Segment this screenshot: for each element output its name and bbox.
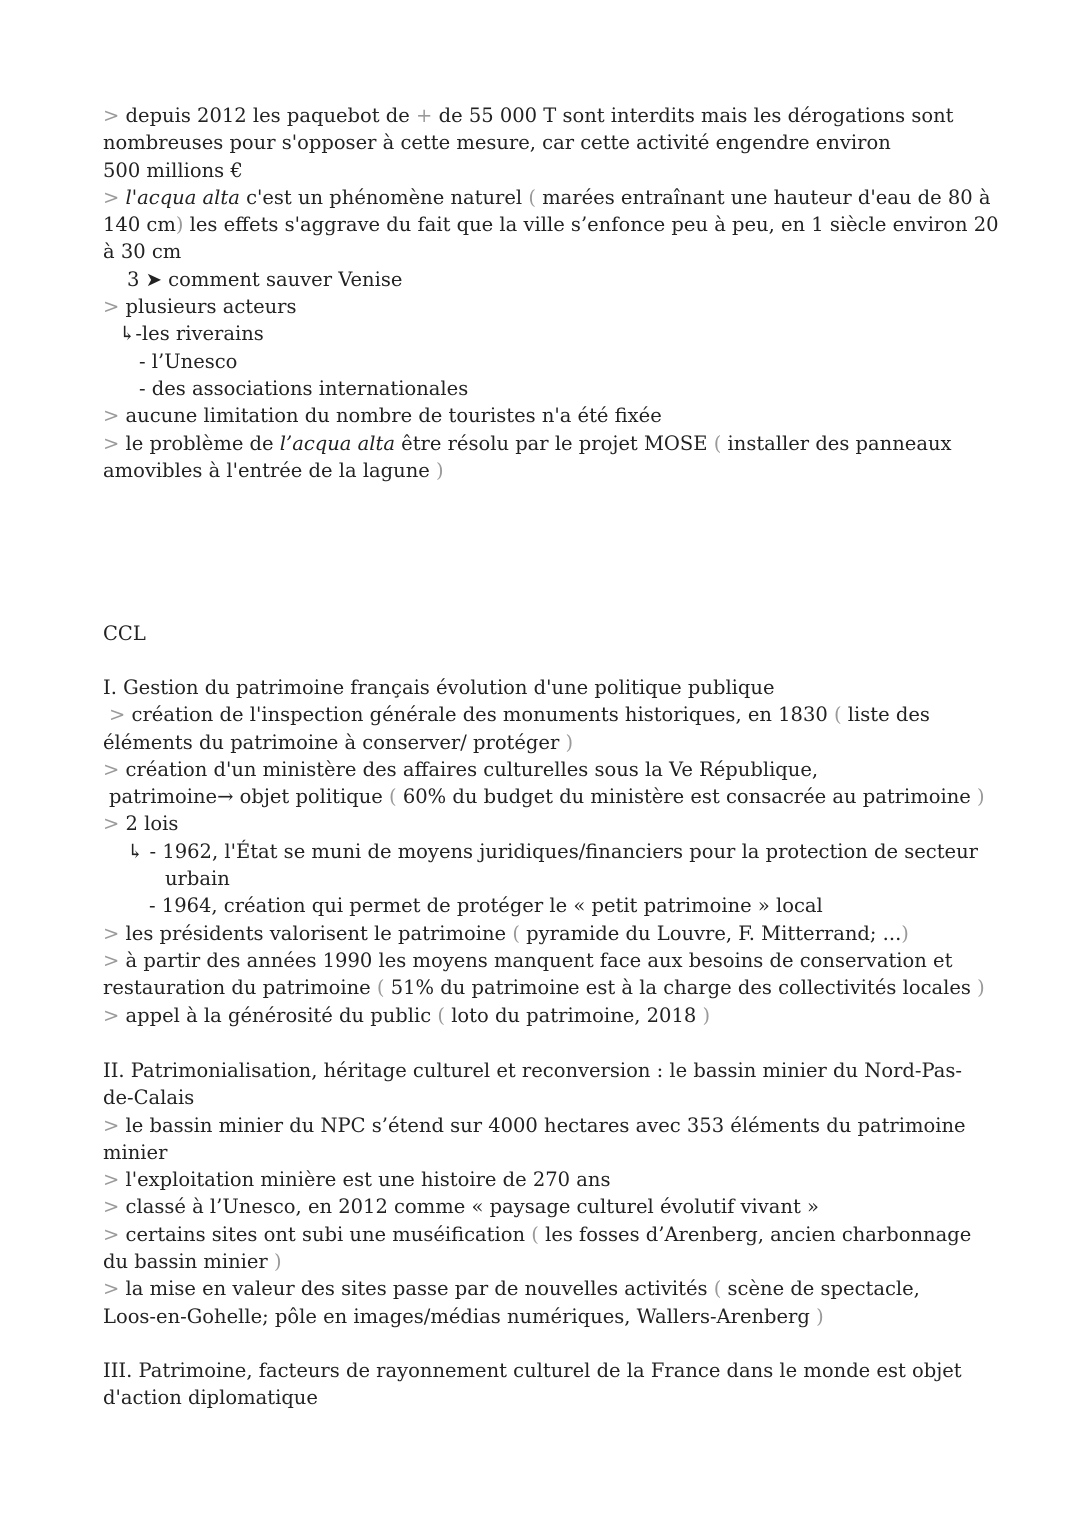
text-line: > création de l'inspection générale des monuments historiques, en 1830 ( liste des [109,703,930,727]
text-line: minier [103,1140,168,1164]
text-line: 140 cm) les effets s'aggrave du fait que la ville s’enfonce peu à peu, en 1 siècle environ 20 [103,213,999,237]
list-item: - l’Unesco [139,349,238,373]
text-line: > le bassin minier du NPC s’étend sur 4000 hectares avec 353 éléments du patrimoine [103,1113,966,1137]
text-line: 500 millions € [103,158,243,182]
text-line: > la mise en valeur des sites passe par de nouvelles activités ( scène de spectacle, [103,1277,920,1301]
ccl-part-1 [103,674,983,1029]
text-line: Loos-en-Gohelle; pôle en images/médias numériques, Wallers-Arenberg ) [103,1304,824,1328]
ccl-part-3 [103,1357,983,1412]
list-item: ↳-les riverains [119,322,264,346]
text-line: > classé à l’Unesco, en 2012 comme « paysage culturel évolutif vivant » [103,1195,819,1219]
part-title: I. Gestion du patrimoine français évolution d'une politique publique [103,676,775,699]
part-title: d'action diplomatique [103,1386,318,1410]
part-title: de-Calais [103,1086,195,1110]
text-line: restauration du patrimoine ( 51% du patrimoine est à la charge des collectivités locales ) [103,976,985,1000]
venise-section [103,102,999,484]
bullet-marker: > [103,104,120,127]
ccl-heading: CCL [103,622,146,645]
text-line: à 30 cm [103,240,182,264]
text-line: > 2 lois [103,812,179,836]
ccl-part-2 [103,1057,983,1330]
arrow-icon: ➤ [145,267,162,291]
list-item: - des associations internationales [139,376,469,400]
list-item: ↳ - 1962, l'État se muni de moyens juridiques/financiers pour la protection de secteur [127,839,978,863]
text-line: du bassin minier ) [103,1250,282,1274]
text-line: > le problème de l’acqua alta être résolu par le projet MOSE ( installer des panneaux [103,431,952,455]
text-line: > plusieurs acteurs [103,295,297,319]
text-line: > appel à la générosité du public ( loto du patrimoine, 2018 ) [103,1003,711,1027]
text-line: > depuis 2012 les paquebot de + de 55 000 T sont interdits mais les dérogations sont [103,104,954,127]
section-heading: 3 ➤ comment sauver Venise [127,267,403,291]
text-line: > l'acqua alta c'est un phénomène naturel ( marées entraînant une hauteur d'eau de 80 à [103,185,991,209]
text-line: > à partir des années 1990 les moyens manquent face aux besoins de conservation et [103,948,953,972]
text-line: > aucune limitation du nombre de touristes n'a été fixée [103,404,662,428]
text-line: > les présidents valorisent le patrimoine ( pyramide du Louvre, F. Mitterrand; ...) [103,921,909,945]
corner-arrow-icon: ↳ [119,322,136,346]
text-line: nombreuses pour s'opposer à cette mesure, car cette activité engendre environ [103,131,891,155]
text-line: patrimoine→ objet politique ( 60% du budget du ministère est consacrée au patrimoine ) [109,785,985,809]
text-line: > l'exploitation minière est une histoire de 270 ans [103,1168,611,1192]
part-title: II. Patrimonialisation, héritage culturel et reconversion : le bassin minier du Nord-Pas- [103,1059,962,1082]
corner-arrow-icon: ↳ [127,839,144,863]
text-line: éléments du patrimoine à conserver/ protéger ) [103,730,574,754]
part-title: III. Patrimoine, facteurs de rayonnement culturel de la France dans le monde est objet [103,1359,962,1382]
text-line: amovibles à l'entrée de la lagune ) [103,458,444,482]
text-line: > création d'un ministère des affaires culturelles sous la Ve République, [103,757,819,781]
list-item-continuation: urbain [165,867,230,891]
text-line: > certains sites ont subi une muséification ( les fosses d’Arenberg, ancien charbonnage [103,1222,972,1246]
list-item: - 1964, création qui permet de protéger le « petit patrimoine » local [149,894,823,918]
